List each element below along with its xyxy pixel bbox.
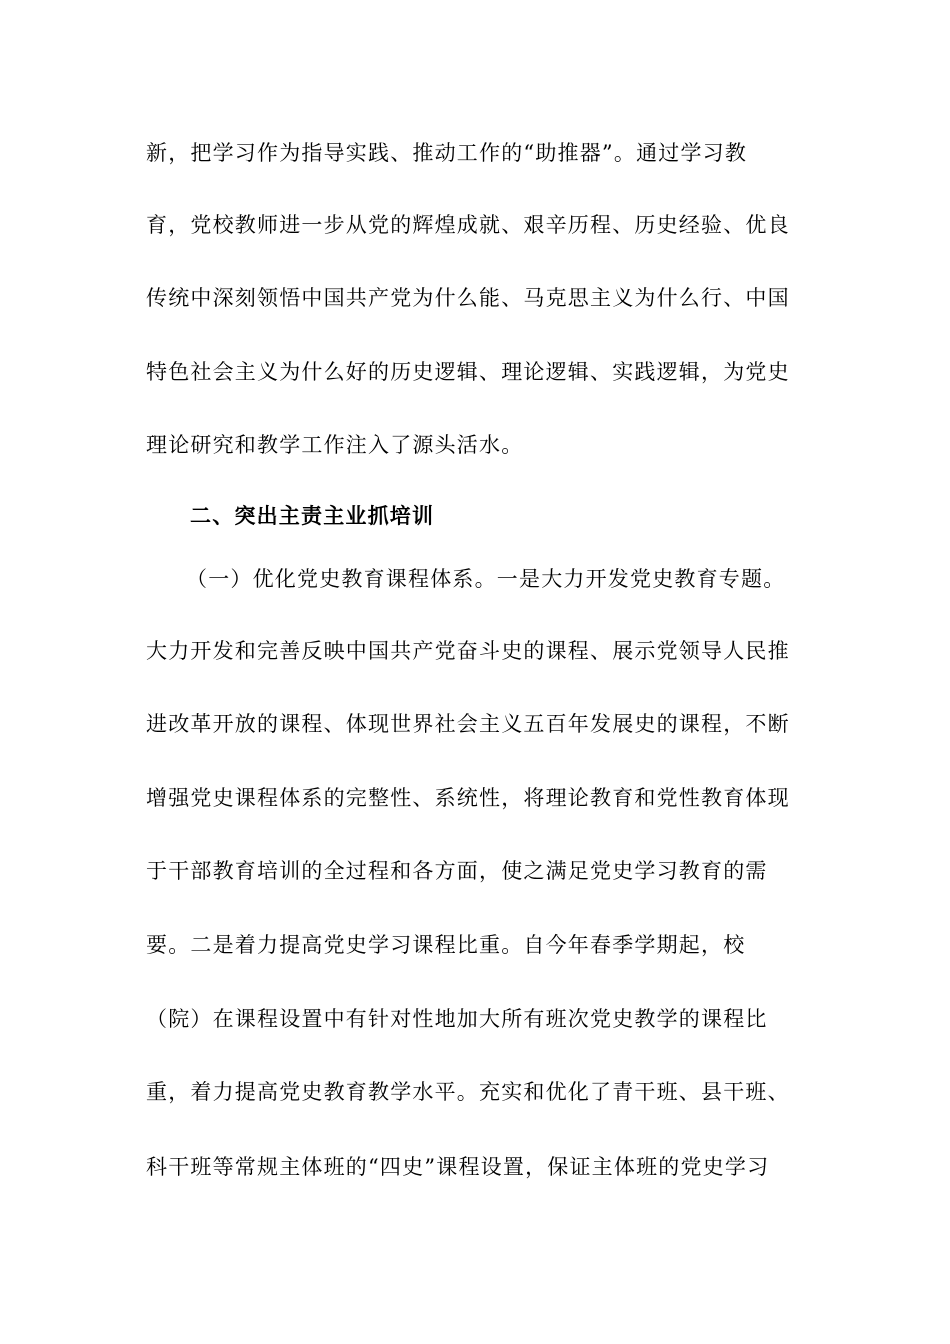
- paragraph-line: 大力开发和完善反映中国共产党奋斗史的课程、展示党领导人民推: [146, 639, 790, 663]
- paragraph-line: 科干班等常规主体班的“四史”课程设置，保证主体班的党史学习: [146, 1155, 770, 1179]
- paragraph-line: （院）在课程设置中有针对性地加大所有班次党史教学的课程比: [146, 1007, 768, 1031]
- paragraph-line: 于干部教育培训的全过程和各方面，使之满足党史学习教育的需: [146, 859, 768, 883]
- paragraph-line: 新，把学习作为指导实践、推动工作的“助推器”。通过学习教: [146, 141, 748, 165]
- paragraph-line: 增强党史课程体系的完整性、系统性，将理论教育和党性教育体现: [146, 786, 790, 810]
- paragraph-line: 进改革开放的课程、体现世界社会主义五百年发展史的课程，不断: [146, 712, 790, 736]
- paragraph-line: （一）优化党史教育课程体系。一是大力开发党史教育专题。: [186, 567, 786, 591]
- paragraph-line: 特色社会主义为什么好的历史逻辑、理论逻辑、实践逻辑，为党史: [146, 360, 790, 384]
- paragraph-line: 育，党校教师进一步从党的辉煌成就、艰辛历程、历史经验、优良: [146, 213, 790, 237]
- paragraph-line: 理论研究和教学工作注入了源头活水。: [146, 433, 524, 457]
- paragraph-line: 传统中深刻领悟中国共产党为什么能、马克思主义为什么行、中国: [146, 286, 790, 310]
- paragraph-line: 重，着力提高党史教育教学水平。充实和优化了青干班、县干班、: [146, 1080, 790, 1104]
- section-heading: 二、突出主责主业抓培训: [190, 503, 435, 528]
- paragraph-line: 要。二是着力提高党史学习课程比重。自今年春季学期起，校: [146, 933, 746, 957]
